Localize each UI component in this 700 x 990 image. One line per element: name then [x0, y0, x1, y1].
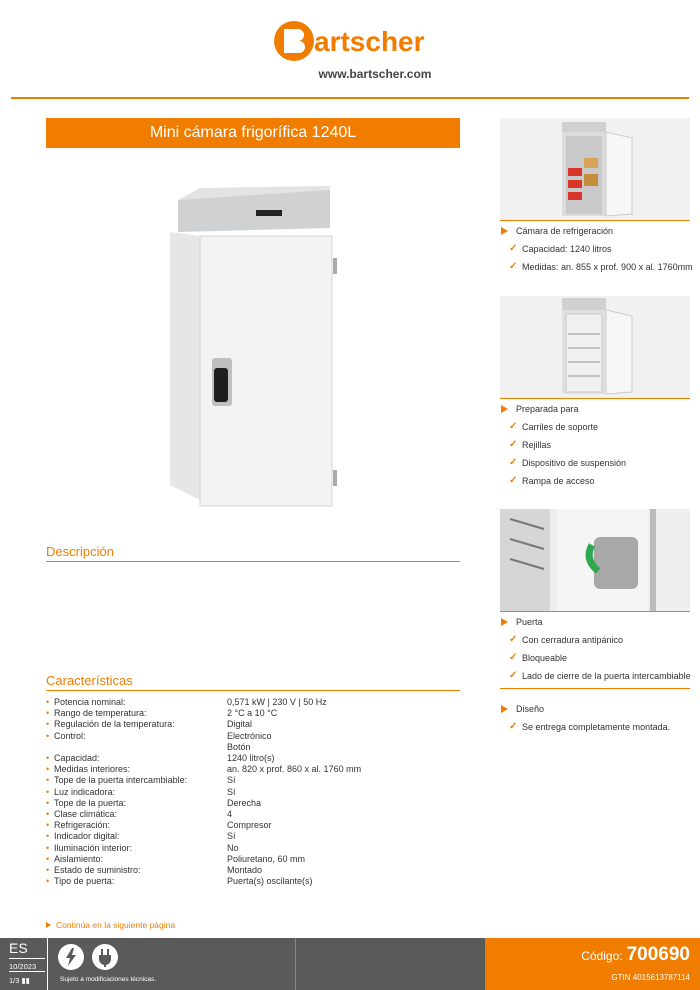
- svg-text:artscher: artscher: [314, 26, 425, 57]
- spec-row: • Control: Electrónico: [46, 731, 460, 742]
- brand-url[interactable]: www.bartscher.com: [318, 67, 432, 81]
- product-code: Código: 700690: [581, 944, 690, 965]
- date-stamp: 10/2023: [9, 962, 45, 972]
- feature-item: ✓ Capacidad: 1240 litros: [500, 240, 695, 258]
- spec-row: Botón: [227, 741, 251, 752]
- feature-head: Preparada para: [500, 400, 695, 418]
- side-image-door-handle: [500, 509, 690, 611]
- spec-row: • Medidas interiores: an. 820 x prof. 860 x al. 1760 mm: [46, 764, 460, 775]
- footer-icons: [58, 944, 122, 975]
- feature-block-chamber: [500, 222, 695, 276]
- feature-block-prepared: [500, 400, 695, 490]
- spec-row: • Iluminación interior: No: [46, 843, 460, 854]
- continue-note: Continúa en la siguiente página: [46, 920, 175, 930]
- spec-row: • Aislamiento: Poliuretano, 60 mm: [46, 854, 460, 865]
- spec-row: • Estado de suministro: Montado: [46, 865, 460, 876]
- side-image-empty-room: [500, 296, 690, 398]
- side-rule-3: [500, 611, 690, 612]
- arrow-right-icon: [46, 922, 51, 928]
- spec-row: • Tope de la puerta: Derecha: [46, 798, 460, 809]
- feature-head: Puerta: [500, 613, 695, 631]
- footer-note: Sujeto a modificaciones técnicas.: [60, 976, 157, 983]
- spec-row: • Regulación de la temperatura: Digital: [46, 719, 460, 730]
- features-heading: Características: [46, 673, 133, 688]
- spec-row: • Clase climática: 4: [46, 809, 460, 820]
- feature-block-design: [500, 700, 695, 736]
- spec-row: • Refrigeración: Compresor: [46, 820, 460, 831]
- spec-row: • Luz indicadora: Sí: [46, 787, 460, 798]
- language-code: ES: [9, 940, 45, 959]
- side-rule-1: [500, 220, 690, 221]
- feature-item: ✓ Lado de cierre de la puerta intercambiable: [500, 667, 695, 685]
- features-rule: [46, 690, 460, 691]
- spec-row: • Potencia nominal: 0,571 kW | 230 V | 50 Hz: [46, 697, 460, 708]
- feature-item: ✓ Medidas: an. 855 x prof. 900 x al. 1760mm: [500, 258, 695, 276]
- plug-icon: [92, 944, 118, 970]
- footer-divider: [47, 938, 48, 990]
- header-divider: [11, 97, 689, 99]
- lightning-icon: [58, 944, 84, 970]
- feature-head: Diseño: [500, 700, 695, 718]
- spec-row: • Indicador digital: Sí: [46, 831, 460, 842]
- footer-mid-divider: [295, 938, 296, 990]
- spec-row: • Tipo de puerta: Puerta(s) oscilante(s): [46, 876, 460, 887]
- description-heading: Descripción: [46, 544, 114, 559]
- gtin: GTIN 4015613787114: [611, 973, 690, 982]
- feature-item: ✓ Bloqueable: [500, 649, 695, 667]
- product-title: Mini cámara frigorífica 1240L: [46, 118, 460, 148]
- page-number: 1/3 ▮▮: [9, 976, 30, 985]
- spec-row: • Tope de la puerta intercambiable: Sí: [46, 775, 460, 786]
- feature-item: ✓ Rampa de acceso: [500, 472, 695, 490]
- description-rule: [46, 561, 460, 562]
- feature-block-door: [500, 613, 695, 685]
- spec-row: • Capacidad: 1240 litro(s): [46, 753, 460, 764]
- spec-list: [46, 697, 460, 887]
- product-image: [160, 180, 350, 510]
- feature-item: ✓ Con cerradura antipánico: [500, 631, 695, 649]
- spec-row: • Rango de temperatura: 2 °C a 10 °C: [46, 708, 460, 719]
- bartscher-logo: [272, 16, 432, 66]
- feature-item: ✓ Carriles de soporte: [500, 418, 695, 436]
- footer-meta: [9, 938, 45, 990]
- feature-head: Cámara de refrigeración: [500, 222, 695, 240]
- book-icon: ▮▮: [21, 976, 30, 985]
- side-rule-4: [500, 688, 690, 689]
- product-code-box: [485, 938, 700, 990]
- feature-item: ✓ Rejillas: [500, 436, 695, 454]
- feature-item: ✓ Se entrega completamente montada.: [500, 718, 695, 736]
- feature-item: ✓ Dispositivo de suspensión: [500, 454, 695, 472]
- side-rule-2: [500, 398, 690, 399]
- side-image-open-room: [500, 118, 690, 220]
